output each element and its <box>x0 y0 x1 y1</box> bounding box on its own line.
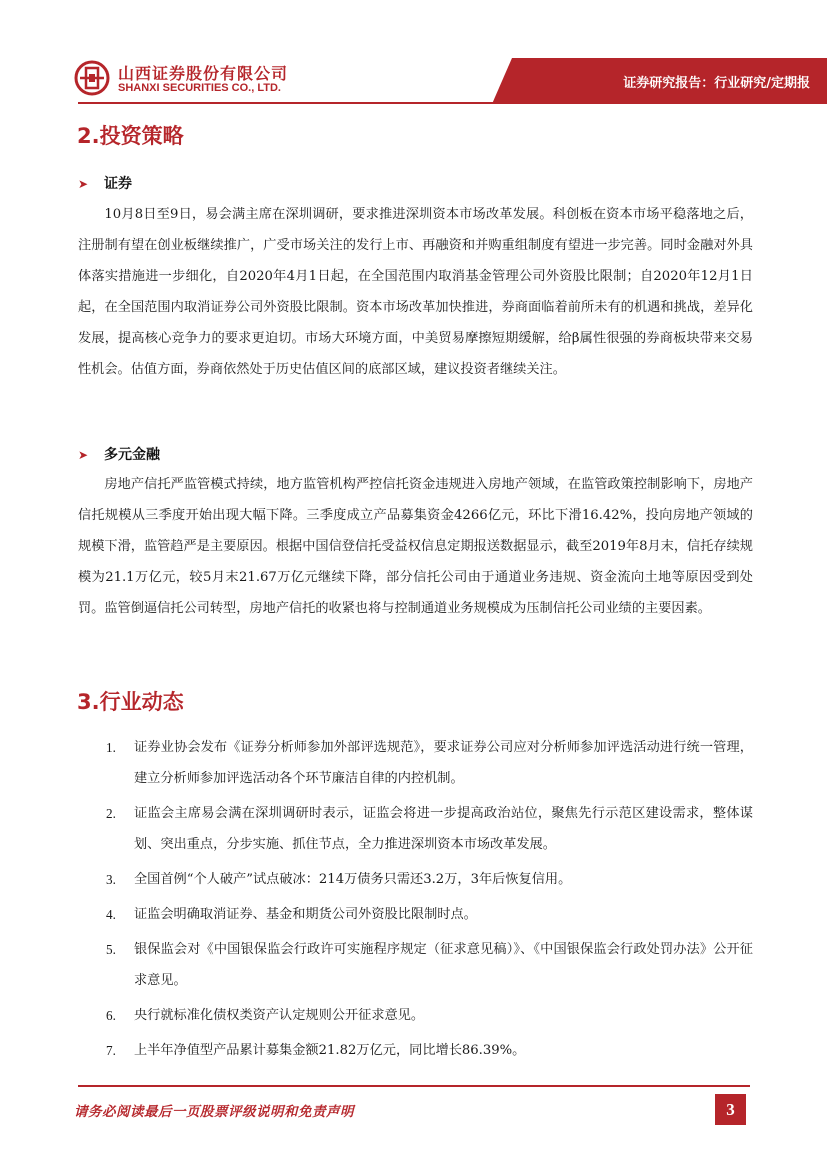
arrow-bullet-icon: ➤ <box>78 448 89 462</box>
list-item <box>78 798 753 860</box>
list-item-text: 全国首例“个人破产”试点破冰：214万债务只需还3.2万，3年后恢复信用。 <box>134 872 572 887</box>
list-item <box>78 934 753 996</box>
list-item-number: 6. <box>106 1008 116 1023</box>
list-item-number: 4. <box>106 907 116 922</box>
section-title-industry-news: 3.行业动态 <box>77 690 184 714</box>
list-item <box>78 1035 753 1066</box>
header-rule <box>78 102 827 104</box>
company-name-en: SHANXI SECURITIES CO., LTD. <box>118 82 281 94</box>
company-logo-icon <box>74 60 110 96</box>
list-item-text: 证监会主席易会满在深圳调研时表示，证监会将进一步提高政治站位，聚焦先行示范区建设需求，整体谋划、突出重点，分步实施、抓住节点，全力推进深圳资本市场改革发展。 <box>134 806 753 852</box>
list-item-text: 银保监会对《中国银保监会行政许可实施程序规定（征求意见稿）》、《中国银保监会行政处罚办法》公开征求意见。 <box>134 942 753 988</box>
list-item-text: 央行就标准化债权类资产认定规则公开征求意见。 <box>134 1008 425 1023</box>
paragraph-securities: 10月8日至9日，易会满主席在深圳调研，要求推进深圳资本市场改革发展。科创板在资本市场平稳落地之后，注册制有望在创业板继续推广，广受市场关注的发行上市、再融资和并购重组制度有望进一步完善。同时金融对外具体落实措施进一步细化，自2020年4月1日起，在全国范围内取消基金管理公司外资股比限制；自2020年12月1日起，在全国范围内取消证券公司外资股比限制。资本市场改革加快推进，券商面临着前所未有的机遇和挑战，差异化发展，提高核心竞争力的要求更迫切。市场大环境方面，中美贸易摩擦短期缓解，给β属性很强的券商板块带来交易性机会。估值方面，券商依然处于历史估值区间的底部区域，建议投资者继续关注。 <box>78 207 753 378</box>
company-name-cn: 山西证券股份有限公司 <box>118 64 289 83</box>
list-item <box>78 1000 753 1031</box>
section-title-investment-strategy: 2.投资策略 <box>77 124 184 148</box>
subsection-title: 多元金融 <box>104 447 160 463</box>
page-number: 3 <box>715 1094 746 1125</box>
list-item-number: 1. <box>106 740 116 755</box>
footer-disclaimer: 请务必阅读最后一页股票评级说明和免责声明 <box>74 1104 354 1120</box>
list-item <box>78 732 753 794</box>
list-item-number: 5. <box>106 942 116 957</box>
list-item-number: 3. <box>106 872 116 887</box>
list-item-text: 证券业协会发布《证券分析师参加外部评选规范》，要求证券公司应对分析师参加评选活动进行统一管理，建立分析师参加评选活动各个环节廉洁自律的内控机制。 <box>134 740 753 786</box>
footer-rule <box>78 1085 750 1087</box>
arrow-bullet-icon: ➤ <box>78 177 89 191</box>
list-item-number: 7. <box>106 1043 116 1058</box>
list-item <box>78 864 753 895</box>
list-item-number: 2. <box>106 806 116 821</box>
paragraph-diversified-finance: 房地产信托严监管模式持续，地方监管机构严控信托资金违规进入房地产领域，在监管政策控制影响下，房地产信托规模从三季度开始出现大幅下降。三季度成立产品募集资金4266亿元，环比下滑16.42%，投向房地产领域的规模下滑，监管趋严是主要原因。根据中国信登信托受益权信息定期报送数据显示，截至2019年8月末，信托存续规模为21.1万亿元，较5月末21.67万亿元继续下降，部分信托公司由于通道业务违规、资金流向土地等原因受到处罚。监管倒逼信托公司转型，房地产信托的收紧也将与控制通道业务规模成为压制信托公司业绩的主要因素。 <box>78 477 753 617</box>
subsection-heading-diversified-finance <box>78 444 160 464</box>
list-item <box>78 899 753 930</box>
subsection-heading-securities <box>78 173 132 193</box>
subsection-title: 证券 <box>104 176 132 192</box>
list-item-text: 证监会明确取消证券、基金和期货公司外资股比限制时点。 <box>134 907 477 922</box>
report-type-label: 证券研究报告：行业研究/定期报 <box>623 76 810 91</box>
industry-news-list <box>78 732 753 1066</box>
list-item-text: 上半年净值型产品累计募集金额21.82万亿元，同比增长86.39%。 <box>134 1043 526 1058</box>
